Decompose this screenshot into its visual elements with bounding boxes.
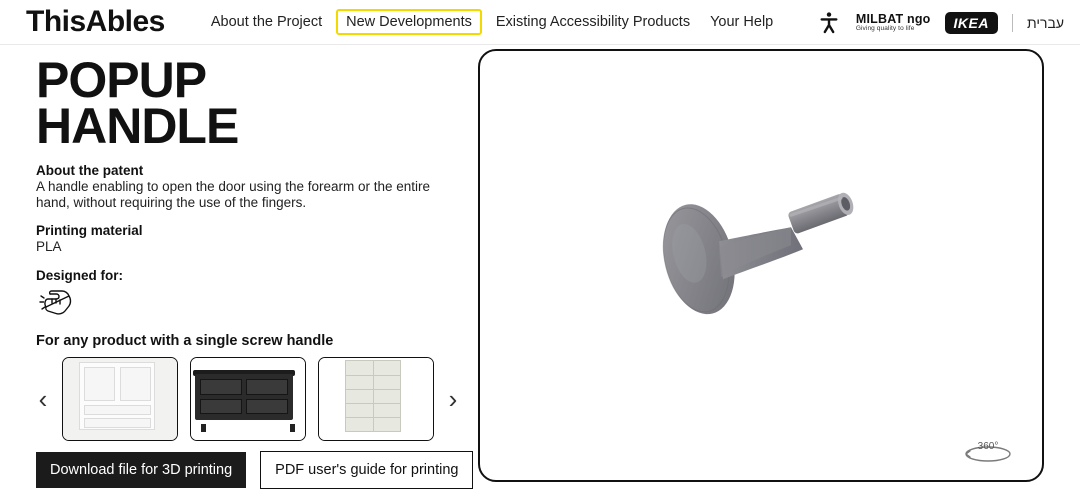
action-buttons [36, 451, 473, 489]
product-info-panel [0, 45, 470, 501]
designed-for-heading: Designed for: [36, 267, 124, 283]
carousel-item-green-shelving[interactable] [318, 357, 434, 441]
header-divider [1012, 14, 1013, 32]
carousel-item-dark-sideboard[interactable] [190, 357, 306, 441]
carousel-thumbnails [62, 357, 434, 441]
nav-item-new-developments[interactable]: New Developments [336, 9, 482, 35]
popup-handle-3d-model[interactable] [641, 167, 881, 357]
carousel-prev-button[interactable]: ‹ [38, 383, 48, 414]
about-patent-heading: About the patent [36, 163, 144, 178]
ikea-logo[interactable]: IKEA [945, 12, 998, 34]
applies-to-title: For any product with a single screw handle [36, 332, 334, 349]
rotate-360-icon[interactable] [962, 438, 1014, 464]
carousel-next-button[interactable]: › [448, 383, 458, 414]
model-viewer-panel [470, 45, 1080, 501]
printing-material-heading: Printing material [36, 223, 143, 239]
header-right-group [816, 0, 1064, 45]
download-3d-file-button[interactable]: Download file for 3D printing [36, 452, 246, 488]
milbat-tagline: Giving quality to life [855, 24, 915, 32]
nav-item-about-the-project[interactable]: About the Project [210, 14, 323, 30]
model-viewer[interactable] [478, 49, 1044, 482]
product-carousel [34, 357, 470, 441]
svg-text:360°: 360° [977, 441, 999, 452]
page-title-line2: HANDLE [36, 98, 239, 154]
main-nav [201, 9, 783, 35]
milbat-name: MILBAT ngo [855, 11, 931, 26]
milbat-logo[interactable] [856, 13, 931, 33]
accessibility-icon[interactable] [816, 10, 842, 36]
nav-item-your-help[interactable]: Your Help [710, 14, 774, 30]
page-body [0, 45, 1080, 501]
page-title-line1: POPUP [36, 52, 207, 108]
about-patent-text: A handle enabling to open the door using the forearm or the entire hand, without requiring the use of the fingers. [36, 179, 431, 210]
page-title [36, 52, 470, 154]
hand-disability-icon [38, 287, 74, 319]
pdf-user-guide-button[interactable]: PDF user's guide for printing [260, 451, 473, 489]
site-logo[interactable]: ThisAbles [26, 5, 165, 38]
printing-material-value: PLA [36, 239, 62, 255]
site-header [0, 0, 1080, 45]
nav-item-existing-accessibility-products[interactable]: Existing Accessibility Products [495, 14, 691, 30]
carousel-item-white-cabinet[interactable] [62, 357, 178, 441]
language-toggle[interactable]: עברית [1026, 14, 1064, 31]
